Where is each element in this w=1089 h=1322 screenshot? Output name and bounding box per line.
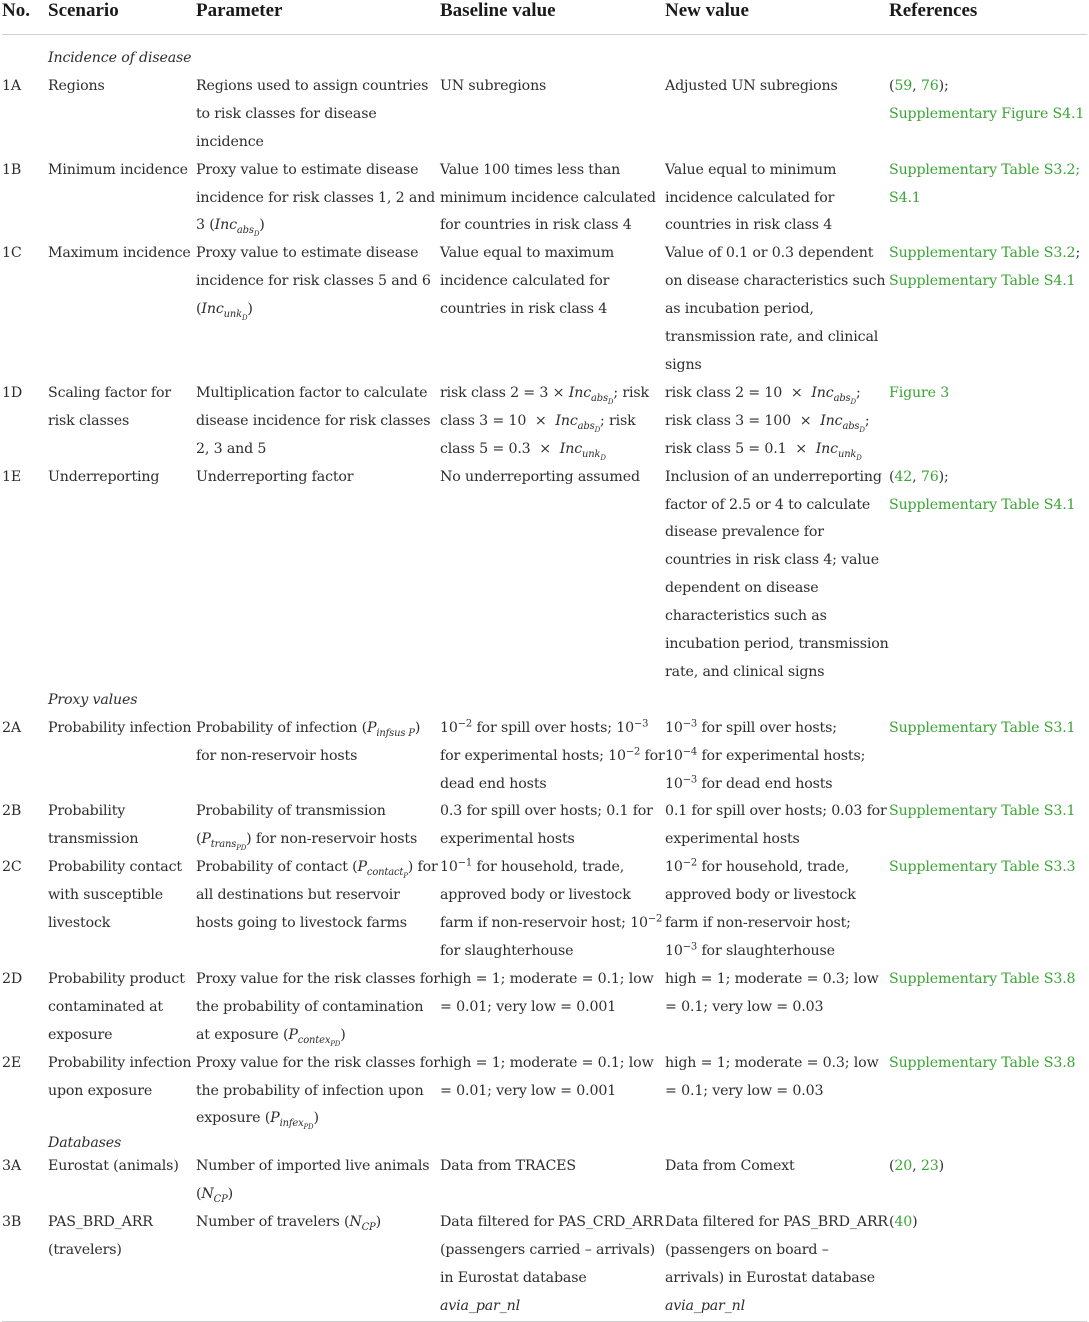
row-parameter: Probability of contact $(P_{contact_P})$ for all destinations but reservoir hosts going to livestock farms	[196, 859, 438, 932]
ref-link[interactable]: Supplementary Figure S4.1	[889, 105, 1085, 122]
row-baseline: No underreporting assumed	[440, 468, 640, 485]
col-header-baseline: Baseline value	[440, 0, 556, 21]
row-parameter: Probability of infection $(P_{infsus P})$ for non-reservoir hosts	[196, 719, 421, 764]
row-scenario: Probability transmission	[48, 803, 139, 848]
row-parameter: Probability of transmission $(P_{trans_{PD}})$ for non-reservoir hosts	[196, 803, 418, 853]
row-parameter: Regions used to assign countries to risk classes for disease incidence	[196, 77, 429, 150]
row-scenario: Probability contact with susceptible livestock	[48, 859, 182, 932]
section-title: Incidence of disease	[48, 50, 192, 66]
row-no: 3B	[2, 1214, 22, 1231]
row-scenario: Minimum incidence	[48, 161, 188, 178]
ref-link[interactable]: 40	[894, 1214, 913, 1231]
row-baseline: UN subregions	[440, 77, 547, 94]
section-row	[2, 35, 1087, 73]
row-parameter: Number of imported live animals $(N_{CP})$	[196, 1158, 430, 1206]
row-parameter: Number of travelers $(N_{CP})$	[196, 1214, 381, 1233]
row-baseline: Value 100 times less than minimum incidence calculated for countries in risk class 4	[440, 161, 656, 234]
table-row	[2, 157, 1087, 241]
section-row	[2, 1133, 1087, 1153]
row-parameter: Proxy value to estimate disease incidence for risk classes 5 and 6 (Inc$_{unk_D}$)	[196, 245, 431, 322]
table-row	[2, 1050, 1087, 1134]
row-new-value: Value equal to minimum incidence calculated for countries in risk class 4	[665, 161, 837, 234]
row-no: 2D	[2, 970, 23, 987]
row-scenario: Scaling factor for risk classes	[48, 384, 171, 429]
row-parameter: Proxy value for the risk classes for the probability of infection upon exposure $(P_{infex_{PD}})$	[196, 1054, 440, 1132]
row-no: 1B	[2, 161, 22, 178]
row-references[interactable]: Supplementary Table S3.2; S4.1	[889, 161, 1081, 206]
ref-link[interactable]: 20	[894, 1158, 913, 1175]
row-baseline: high = 1; moderate = 0.1; low = 0.01; very low = 0.001	[440, 1054, 654, 1099]
ref-link[interactable]: 42	[894, 468, 913, 485]
row-no: 2A	[2, 719, 21, 736]
row-new-value: Data from Comext	[665, 1158, 795, 1175]
header-row	[2, 0, 1087, 35]
ref-link[interactable]: 76	[920, 77, 939, 94]
col-header-no: No.	[2, 0, 30, 21]
row-no: 3A	[2, 1158, 21, 1175]
row-scenario: Underreporting	[48, 468, 160, 485]
row-scenario: Probability infection	[48, 719, 192, 736]
col-header-parameter: Parameter	[196, 0, 283, 21]
row-parameter: Proxy value to estimate disease incidence for risk classes 1, 2 and 3 (Inc$_{abs_D}$)	[196, 161, 436, 239]
row-baseline: $10^{-1}$ for household, trade, approved body or livestock farm if non-reservoir host; $10^{-2}$ for slaughterhouse	[440, 857, 663, 959]
section-title: Proxy values	[48, 691, 138, 708]
row-parameter: Multiplication factor to calculate disease incidence for risk classes 2, 3 and 5	[196, 384, 431, 457]
ref-link[interactable]: Supplementary Table S4.1	[889, 273, 1076, 290]
section-title: Databases	[48, 1135, 122, 1152]
row-no: 1D	[2, 384, 23, 401]
row-baseline: high = 1; moderate = 0.1; low = 0.01; very low = 0.001	[440, 970, 654, 1015]
ref-link[interactable]: Supplementary Table S4.1	[889, 496, 1076, 513]
row-scenario: Maximum incidence	[48, 245, 191, 262]
row-new-value: high = 1; moderate = 0.3; low = 0.1; very low = 0.03	[665, 1054, 879, 1099]
row-new-value: Inclusion of an underreporting factor of 2.5 or 4 to calculate disease prevalence for countries in risk class 4; value dependent on disease characteristics such as incubation period, transmission rate, and clinical signs	[665, 468, 889, 680]
row-no: 1A	[2, 77, 21, 94]
ref-link[interactable]: 76	[920, 468, 939, 485]
row-scenario: Probability product contaminated at exposure	[48, 970, 185, 1043]
row-new-value: Adjusted UN subregions	[665, 77, 838, 94]
table-row	[2, 966, 1087, 1050]
row-parameter: Underreporting factor	[196, 468, 354, 485]
row-references[interactable]: Figure 3	[889, 384, 950, 401]
table-row	[2, 1209, 1087, 1321]
row-references: (20, 23)	[889, 1158, 945, 1175]
row-new-value: risk class 2 = 10 × Inc$_{abs_D}$; risk class 3 = 100 × Inc$_{abs_D}$; risk class 5 = 0.1 × Inc$_{unk_D}$	[665, 384, 870, 462]
row-baseline: $10^{-2}$ for spill over hosts; $10^{-3}$ for experimental hosts; $10^{-2}$ for dead end hosts	[440, 718, 665, 792]
table-row	[2, 240, 1087, 380]
row-no: 2C	[2, 859, 22, 876]
section-row	[2, 687, 1087, 715]
table-row	[2, 380, 1087, 464]
row-scenario: PAS_BRD_ARR (travelers)	[48, 1214, 153, 1259]
row-parameter: Proxy value for the risk classes for the probability of contamination at exposure $(P_{contex_{PD}})$	[196, 970, 440, 1048]
row-new-value: $10^{-2}$ for household, trade, approved body or livestock farm if non-reservoir host; $10^{-3}$ for slaughterhouse	[665, 857, 856, 959]
row-references: (42, 76); Supplementary Table S4.1	[889, 468, 1076, 513]
col-header-new-value: New value	[665, 0, 749, 21]
scenario-table	[2, 0, 1087, 1322]
row-references: (59, 76); Supplementary Figure S4.1	[889, 77, 1085, 122]
row-no: 1C	[2, 245, 22, 262]
row-new-value: 0.1 for spill over hosts; 0.03 for experimental hosts	[665, 803, 887, 848]
table-row	[2, 715, 1087, 799]
row-scenario: Eurostat (animals)	[48, 1158, 179, 1175]
row-no: 2E	[2, 1054, 22, 1071]
row-references[interactable]: Supplementary Table S3.8	[889, 970, 1076, 987]
row-references: Supplementary Table S3.2; Supplementary Table S4.1	[889, 245, 1081, 290]
ref-link[interactable]: 59	[894, 77, 913, 94]
col-header-references: References	[889, 0, 978, 21]
row-references: (40)	[889, 1214, 918, 1231]
row-references[interactable]: Supplementary Table S3.3	[889, 859, 1076, 876]
ref-link[interactable]: 23	[920, 1158, 939, 1175]
table-row	[2, 854, 1087, 966]
row-new-value: high = 1; moderate = 0.3; low = 0.1; very low = 0.03	[665, 970, 879, 1015]
ref-link[interactable]: Supplementary Table S3.2	[889, 245, 1076, 262]
row-baseline: risk class 2 = 3 × Inc$_{abs_D}$; risk class 3 = 10 × Inc$_{abs_D}$; risk class 5 = 0.3 × Inc$_{unk_D}$	[440, 384, 649, 462]
table-row	[2, 464, 1087, 687]
row-scenario: Regions	[48, 77, 105, 94]
row-baseline: Data from TRACES	[440, 1158, 576, 1175]
row-new-value: Data filtered for PAS_BRD_ARR (passengers on board – arrivals) in Eurostat database avia_par_nl	[665, 1214, 888, 1314]
row-references[interactable]: Supplementary Table S3.1	[889, 803, 1076, 820]
row-baseline: 0.3 for spill over hosts; 0.1 for experimental hosts	[440, 803, 653, 848]
row-new-value: $10^{-3}$ for spill over hosts; $10^{-4}$ for experimental hosts; $10^{-3}$ for dead end hosts	[665, 718, 866, 792]
table-row	[2, 1153, 1087, 1209]
row-no: 2B	[2, 803, 22, 820]
table-row	[2, 73, 1087, 157]
table-row	[2, 798, 1087, 854]
row-scenario: Probability infection upon exposure	[48, 1054, 192, 1099]
row-references[interactable]: Supplementary Table S3.8	[889, 1054, 1076, 1071]
row-no: 1E	[2, 468, 22, 485]
row-baseline: Data filtered for PAS_CRD_ARR (passengers carried – arrivals) in Eurostat database avia_par_nl	[440, 1214, 664, 1314]
row-references[interactable]: Supplementary Table S3.1	[889, 719, 1076, 736]
col-header-scenario: Scenario	[48, 0, 119, 21]
row-new-value: Value of 0.1 or 0.3 dependent on disease characteristics such as incubation period, transmission rate, and clinical signs	[665, 245, 886, 373]
row-baseline: Value equal to maximum incidence calculated for countries in risk class 4	[440, 245, 615, 318]
